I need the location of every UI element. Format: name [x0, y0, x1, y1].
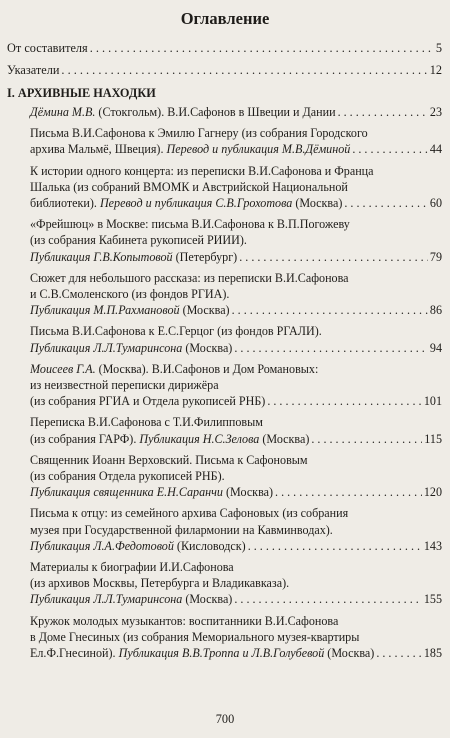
- toc-entry-line: [30, 286, 442, 302]
- toc-entry[interactable]: [30, 414, 442, 446]
- toc-entry-text: [30, 217, 350, 231]
- toc-entry-line: [30, 125, 442, 141]
- toc-entry-line: [30, 484, 442, 500]
- toc-entry-label: Указатели: [7, 63, 60, 77]
- title-text: (из собрания Кабинета рукописей РИИИ).: [30, 233, 247, 248]
- title-text: (Москва): [259, 431, 310, 446]
- toc-entry[interactable]: [30, 323, 442, 355]
- toc-entry-line: [30, 559, 442, 575]
- leader-dots: [234, 591, 422, 607]
- toc-entry-line: [30, 361, 442, 377]
- toc-entry-line: [30, 232, 442, 248]
- leader-dots: [311, 431, 422, 447]
- toc-entry[interactable]: [30, 559, 442, 608]
- toc-entry-line: [30, 377, 442, 393]
- toc-page-number: 120: [423, 485, 442, 500]
- leader-dots: [352, 141, 428, 157]
- title-text: (из собрания РГИА и Отдела рукописей РНБ): [30, 394, 266, 409]
- title-text: (Кисловодск): [173, 538, 246, 553]
- toc-entry-text: [30, 630, 359, 644]
- toc-entry-text: [30, 378, 219, 392]
- toc-entry-line: [30, 163, 442, 179]
- toc-entry-line: [30, 216, 442, 232]
- title-text: (Москва). В.И.Сафонов и Дом Романовых:: [95, 361, 319, 376]
- toc-entry[interactable]: [30, 270, 442, 319]
- toc-page-number: 79: [429, 249, 442, 264]
- toc-entry-line: [30, 323, 442, 339]
- toc-entry-text: [30, 523, 333, 537]
- author-credit: Публикация Л.А.Федотовой: [30, 538, 174, 553]
- title-text: Письма В.И.Сафонова к Е.С.Герцог (из фондов РГАЛИ).: [30, 324, 322, 339]
- leader-dots: [267, 393, 422, 409]
- toc-entry-line: [30, 591, 442, 607]
- author-credit: Публикация Л.Л.Тумаринсона: [30, 340, 183, 355]
- toc-entry-line: [30, 613, 442, 629]
- toc-entry-foreword[interactable]: [7, 41, 442, 56]
- toc-entry[interactable]: [30, 361, 442, 410]
- toc-entry-line: [30, 629, 442, 645]
- author-credit: Перевод и публикация С.В.Грохотова: [99, 196, 293, 211]
- toc-entry-line: [30, 522, 442, 538]
- title-text: (из собрания Отдела рукописей РНБ).: [30, 469, 225, 484]
- leader-dots: [90, 41, 434, 56]
- toc-entry-text: [30, 271, 349, 285]
- author-credit: Публикация М.П.Рахмановой: [30, 303, 180, 318]
- toc-entry-text: [30, 362, 318, 376]
- title-text: Письма к отцу: из семейного архива Сафоновых (из собрания: [30, 506, 349, 521]
- toc-entry-text: [30, 415, 263, 429]
- toc-entry-line: [30, 575, 442, 591]
- author-credit: Публикация Н.С.Зелова: [139, 431, 260, 446]
- title-text: (Москва): [179, 303, 230, 318]
- toc-entry[interactable]: [30, 216, 442, 265]
- toc-entry-label: От составителя: [7, 41, 88, 55]
- title-text: Переписка В.И.Сафонова с Т.И.Филипповым: [30, 415, 263, 430]
- toc-entry-line: [30, 505, 442, 521]
- toc-page-number: 115: [424, 431, 442, 446]
- title-text: (Стокгольм). В.И.Сафонов в Швеции и Дании: [95, 105, 336, 119]
- leader-dots: [248, 538, 422, 554]
- author-credit: Моисеев Г.А.: [30, 361, 96, 376]
- leader-dots: [232, 302, 428, 318]
- title-text: (Москва): [182, 340, 233, 355]
- toc-page-number: 94: [429, 340, 442, 355]
- toc-entries: [30, 104, 442, 666]
- toc-entry[interactable]: [30, 452, 442, 501]
- toc-page-number: 143: [423, 538, 442, 553]
- leader-dots: [275, 484, 422, 500]
- toc-page-number: 44: [429, 142, 442, 157]
- leader-dots: [344, 195, 428, 211]
- toc-entry-line: [30, 179, 442, 195]
- leader-dots: [338, 104, 428, 120]
- toc-page-number: 101: [423, 394, 442, 409]
- toc-entry-text: [30, 560, 234, 574]
- toc-entry[interactable]: [30, 104, 442, 120]
- toc-entry[interactable]: [30, 163, 442, 212]
- section-heading: I. АРХИВНЫЕ НАХОДКИ: [7, 86, 156, 100]
- toc-page-number: 155: [423, 592, 442, 607]
- title-text: К истории одного концерта: из переписки В.И.Сафонова и Франца: [30, 163, 374, 178]
- toc-entry-line: [30, 414, 442, 430]
- toc-entry[interactable]: [30, 505, 442, 554]
- title-text: Ел.Ф.Гнесиной).: [30, 646, 119, 661]
- toc-entry-line: [30, 431, 442, 447]
- title-text: Материалы к биографии И.И.Сафонова: [30, 560, 234, 575]
- toc-entry-text: [30, 453, 308, 467]
- toc-entry[interactable]: [30, 613, 442, 662]
- toc-page-number: 86: [429, 303, 442, 318]
- title-text: (Москва): [324, 646, 375, 661]
- title-text: Священник Иоанн Верховский. Письма к Сафоновым: [30, 452, 308, 467]
- author-credit: Перевод и публикация М.В.Дёминой: [166, 142, 351, 157]
- title-text: (из собрания ГАРФ).: [30, 431, 140, 446]
- title-text: Кружок молодых музыкантов: воспитанники В.И.Сафонова: [30, 613, 339, 628]
- page-number: 700: [215, 712, 235, 726]
- toc-entry-line: [30, 468, 442, 484]
- toc-entry-text: [30, 591, 232, 607]
- toc-entry-text: [30, 324, 322, 338]
- toc-entry[interactable]: [30, 125, 442, 157]
- title-text: «Фрейшюц» в Москве: письма В.И.Сафонова к В.П.Погожеву: [30, 217, 350, 232]
- toc-page-number: 185: [423, 646, 442, 661]
- toc-entry-line: [30, 340, 442, 356]
- title-text: Шалька (из собраний ВМОМК и Австрийской Национальной: [30, 179, 348, 194]
- title-text: архива Мальмё, Швеция).: [30, 142, 167, 157]
- leader-dots: [376, 645, 422, 661]
- title-text: (из архивов Москвы, Петербурга и Владикавказа).: [30, 576, 290, 591]
- toc-entry-text: [30, 538, 246, 554]
- toc-entry-line: [30, 452, 442, 468]
- leader-dots: [61, 63, 427, 78]
- toc-entry-text: [30, 506, 348, 520]
- title-text: музея при Государственной филармонии на Кавминводах).: [30, 522, 333, 537]
- title-text: (Москва): [222, 485, 274, 500]
- toc-entry-indexes[interactable]: [7, 63, 442, 78]
- title-text: из неизвестной переписки дирижёра: [30, 378, 219, 393]
- toc-entry-text: [30, 431, 309, 447]
- toc-page-number: 12: [429, 63, 442, 77]
- toc-entry-text: [30, 104, 336, 120]
- toc-entry-text: [30, 126, 368, 140]
- leader-dots: [234, 340, 428, 356]
- toc-entry-text: [30, 614, 338, 628]
- toc-entry-text: [30, 287, 229, 301]
- toc-entry-line: [30, 538, 442, 554]
- toc-entry-line: [30, 645, 442, 661]
- toc-entry-text: [30, 195, 342, 211]
- title-text: Сюжет для небольшого рассказа: из переписки В.И.Сафонова: [30, 270, 349, 285]
- toc-entry-line: [30, 393, 442, 409]
- toc-page-number: 60: [429, 196, 442, 211]
- title-text: библиотеки).: [30, 196, 100, 211]
- toc-page-number: 5: [435, 41, 442, 55]
- toc-entry-text: [30, 141, 350, 157]
- toc-entry-text: [30, 469, 225, 483]
- title-text: и С.В.Смоленского (из фондов РГИА).: [30, 287, 230, 302]
- author-credit: Публикация священника Е.Н.Саранчи: [30, 485, 223, 500]
- author-credit: Публикация Г.В.Копытовой: [30, 249, 173, 264]
- title-text: (Москва): [292, 196, 343, 211]
- toc-entry-line: [30, 270, 442, 286]
- title-text: Письма В.И.Сафонова к Эмилю Гагнеру (из собрания Городского: [30, 126, 368, 141]
- toc-entry-text: [30, 484, 273, 500]
- toc-entry-line: [30, 302, 442, 318]
- leader-dots: [239, 249, 428, 265]
- toc-entry-text: [30, 576, 289, 590]
- toc-entry-text: [30, 180, 348, 194]
- title-text: в Доме Гнесиных (из собрания Мемориального музея-квартиры: [30, 629, 360, 644]
- toc-entry-line: [30, 195, 442, 211]
- toc-entry-text: [30, 340, 232, 356]
- toc-entry-text: [30, 233, 247, 247]
- author-credit: Дёмина М.В.: [30, 105, 96, 119]
- title-text: (Петербург): [172, 249, 238, 264]
- toc-entry-text: [30, 164, 374, 178]
- toc-entry-text: [30, 249, 237, 265]
- toc-entry-text: [30, 645, 374, 661]
- toc-entry-text: [30, 302, 230, 318]
- title-text: (Москва): [182, 592, 233, 607]
- author-credit: Публикация Л.Л.Тумаринсона: [30, 592, 183, 607]
- toc-entry-text: [30, 393, 265, 409]
- toc-page-number: 23: [429, 105, 442, 119]
- toc-entry-line: [30, 104, 442, 120]
- toc-entry-line: [30, 249, 442, 265]
- page-title: Оглавление: [180, 9, 270, 28]
- toc-entry-line: [30, 141, 442, 157]
- author-credit: Публикация В.В.Троппа и Л.В.Голубевой: [118, 646, 325, 661]
